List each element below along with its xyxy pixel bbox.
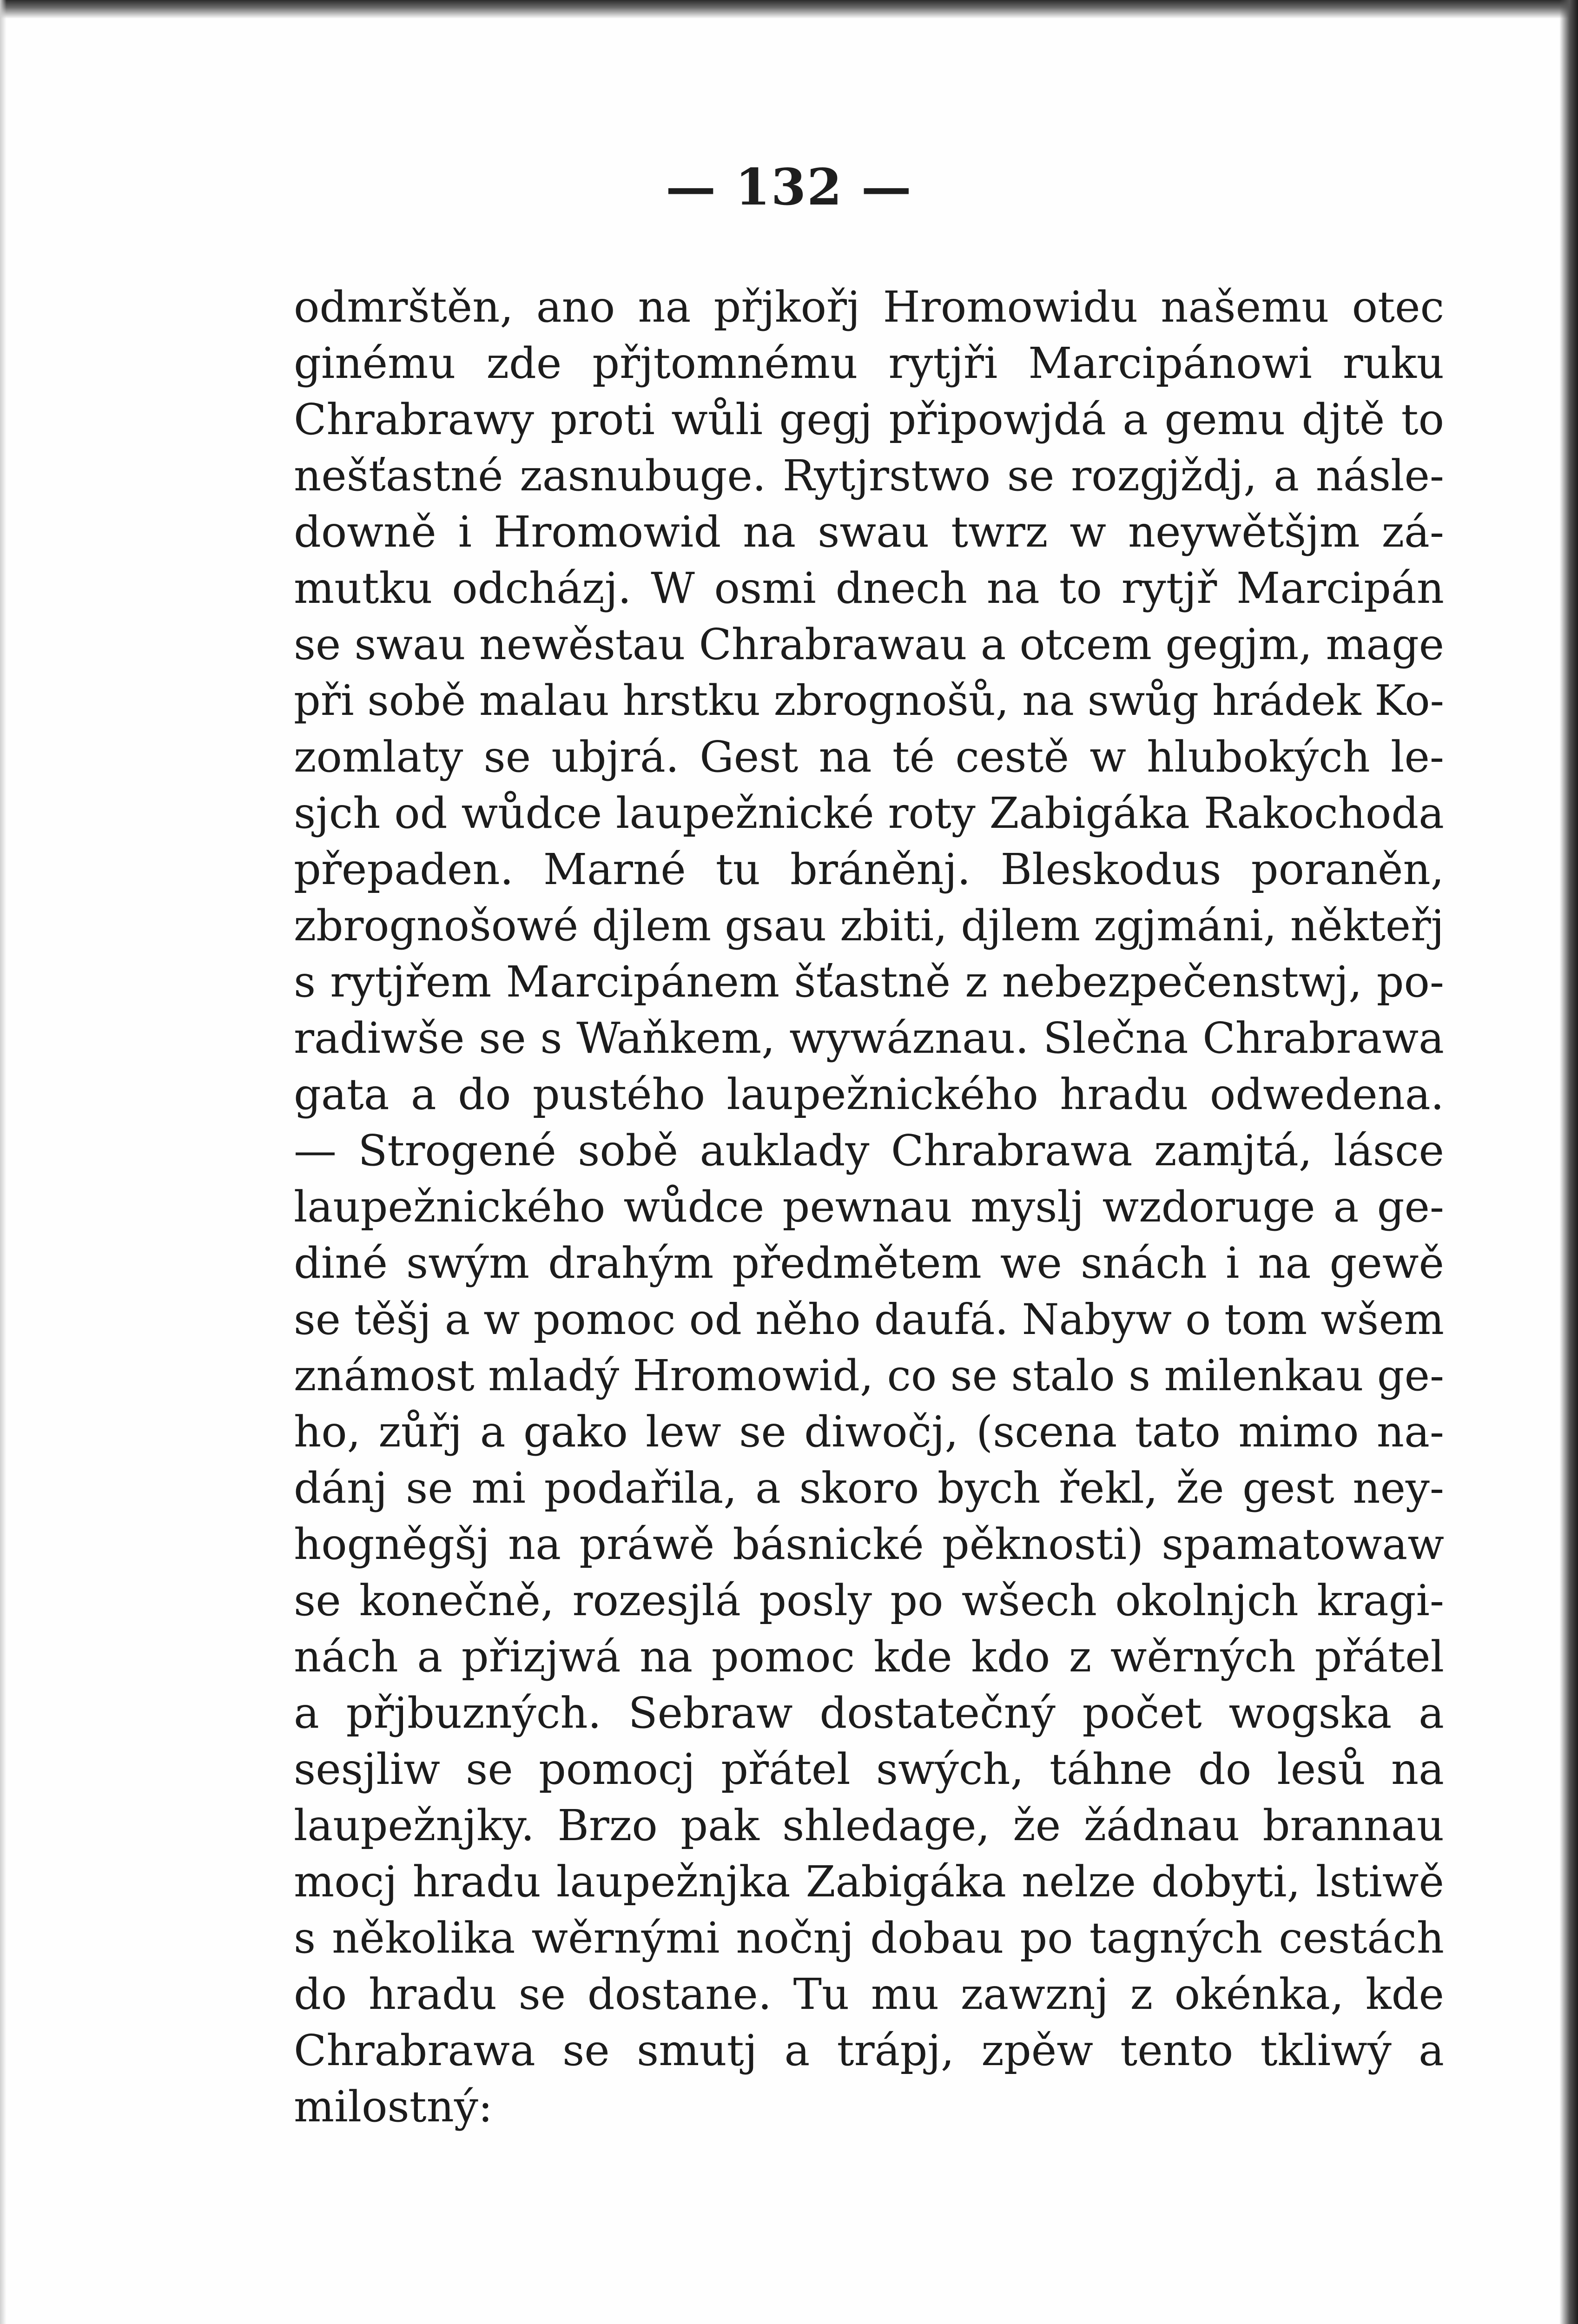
text-line: laupežnjky. Brzo pak shledage, že žádnau brannau: [294, 1801, 1444, 1850]
scan-shadow-right: [1559, 0, 1578, 2324]
text-line: nách a přizjwá na pomoc kde kdo z wěrných přátel: [294, 1632, 1444, 1682]
text-line: při sobě malau hrstku zbrognošů, na swůg hrádek Ko-: [294, 676, 1444, 725]
text-line: mutku odcházj. W osmi dnech na to rytjř Marcipán: [294, 563, 1444, 613]
text-line: radiwše se s Waňkem, wywáznau. Slečna Chrabrawa: [294, 1013, 1444, 1063]
text-line: se swau newěstau Chrabrawau a otcem gegjm, mage: [294, 620, 1444, 669]
text-line: zbrognošowé djlem gsau zbiti, djlem zgjmáni, někteřj: [294, 901, 1444, 951]
text-line: — Strogené sobě auklady Chrabrawa zamjtá, lásce: [294, 1126, 1444, 1175]
text-line: mocj hradu laupežnjka Zabigáka nelze dobyti, lstiwě: [294, 1857, 1444, 1907]
text-line: hogněgšj na práwě básnické pěknosti) spamatowaw: [294, 1519, 1444, 1569]
text-line: dánj se mi podařila, a skoro bych řekl, že gest ney-: [294, 1463, 1444, 1513]
text-line: se konečně, rozesjlá posly po wšech okolnjch kragi-: [294, 1576, 1444, 1625]
text-line: s několika wěrnými nočnj dobau po tagných cestách: [294, 1913, 1444, 1963]
text-line: a přjbuzných. Sebraw dostatečný počet wogska a: [294, 1688, 1444, 1738]
text-line: diné swým drahým předmětem we snách i na gewě: [294, 1238, 1444, 1288]
text-line: nešťastné zasnubuge. Rytjrstwo se rozgjždj, a násle-: [294, 451, 1444, 501]
text-line: odmrštěn, ano na přjkořj Hromowidu našemu otec: [294, 282, 1444, 332]
text-line: známost mladý Hromowid, co se stalo s milenkau ge-: [294, 1351, 1444, 1400]
text-line: sesjliw se pomocj přátel swých, táhne do lesů na: [294, 1744, 1444, 1794]
text-line: Chrabrawa se smutj a trápj, zpěw tento tkliwý a: [294, 2026, 1444, 2075]
scan-shadow-left: [0, 0, 7, 2324]
text-line: downě i Hromowid na swau twrz w neywětšjm zá-: [294, 507, 1444, 557]
page-number-header: — 132 —: [666, 158, 912, 217]
scan-shadow-top: [0, 0, 1578, 19]
text-line: gata a do pustého laupežnického hradu odwedena.: [294, 1070, 1444, 1119]
text-line: ho, zůřj a gako lew se diwočj, (scena tato mimo na-: [294, 1407, 1444, 1457]
text-line: s rytjřem Marcipánem šťastně z nebezpečenstwj, po-: [294, 957, 1444, 1007]
text-line: přepaden. Marné tu bráněnj. Bleskodus poraněn,: [294, 845, 1444, 894]
text-line: ginému zde přjtomnému rytjři Marcipánowi ruku: [294, 338, 1444, 388]
text-line: Chrabrawy proti wůli gegj připowjdá a gemu djtě to: [294, 395, 1444, 444]
text-line: se těšj a w pomoc od něho daufá. Nabyw o tom wšem: [294, 1294, 1444, 1344]
body-text: [294, 279, 1444, 2135]
text-line: laupežnického wůdce pewnau myslj wzdoruge a ge-: [294, 1182, 1444, 1232]
text-line: sjch od wůdce laupežnické roty Zabigáka Rakochoda: [294, 788, 1444, 838]
text-line: milostný:: [294, 2082, 493, 2132]
text-line: zomlaty se ubjrá. Gest na té cestě w hlubokých le-: [294, 732, 1444, 782]
text-line: do hradu se dostane. Tu mu zawznj z okénka, kde: [294, 1969, 1444, 2019]
